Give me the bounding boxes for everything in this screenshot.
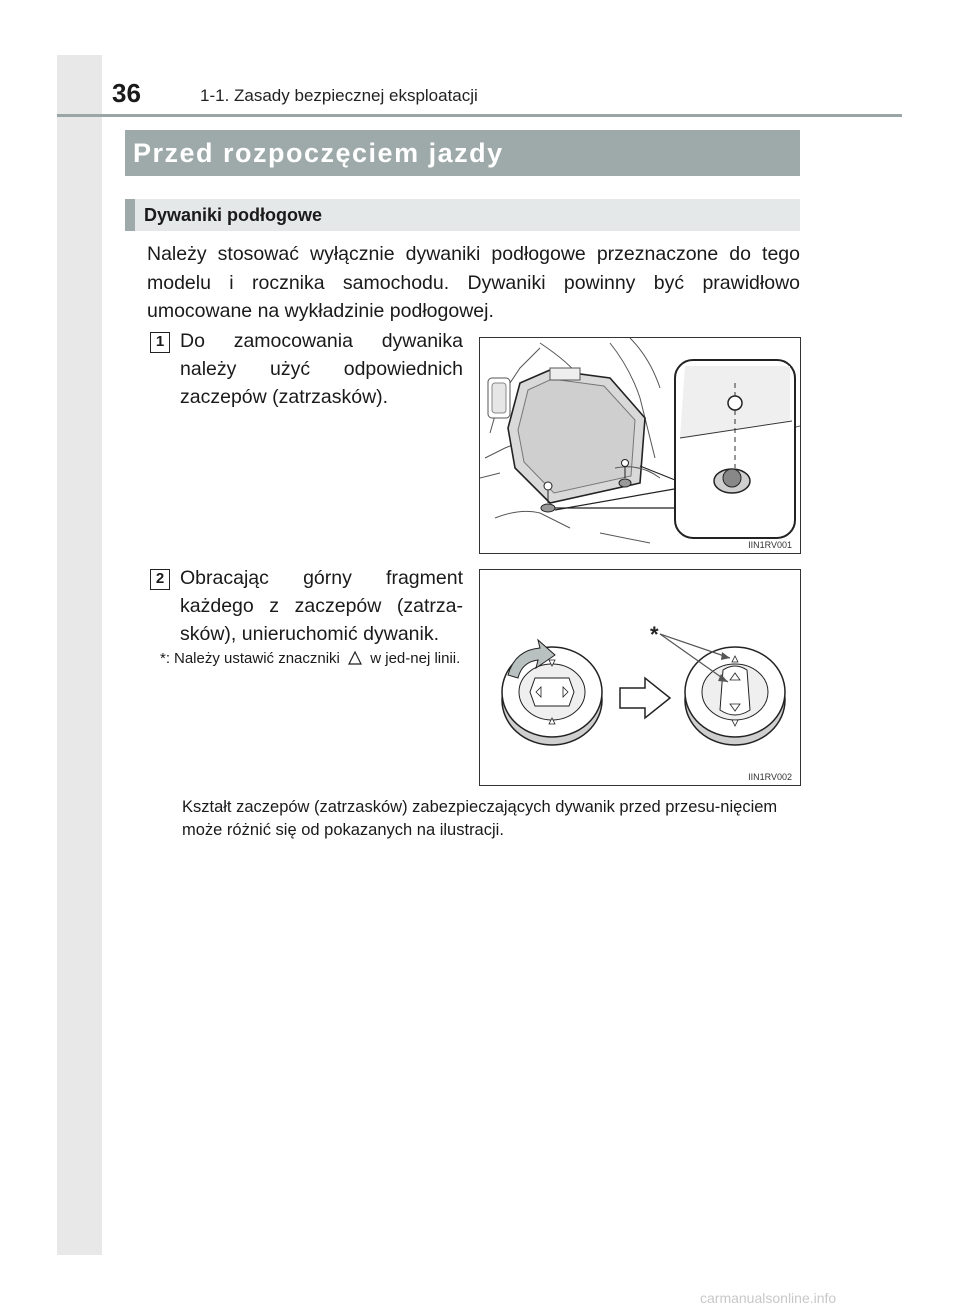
side-strip bbox=[57, 55, 102, 1255]
watermark: carmanualsonline.info bbox=[700, 1290, 837, 1306]
step-text-1: Do zamocowania dywanika należy użyć odpowiednich zaczepów (zatrzasków). bbox=[180, 330, 463, 408]
header-rule bbox=[57, 114, 902, 117]
figure-id-2: IIN1RV002 bbox=[748, 772, 792, 782]
figure-caption: Kształt zaczepów (zatrzasków) zabezpieczających dywanik przed przesu-nięciem może różnić się od pokazanych na ilustracji. bbox=[182, 798, 778, 839]
step-number-1: 1 bbox=[150, 332, 170, 353]
footnote-marker: *: bbox=[160, 650, 171, 667]
intro-paragraph: Należy stosować wyłącznie dywaniki podłogowe przeznaczone do tego modelu i rocznika samochodu. Dywaniki powinny być prawidłowo umocowane na wykładzinie podłogowej. bbox=[147, 243, 800, 322]
footnote-text-before: Należy ustawić znaczniki bbox=[174, 650, 340, 667]
floor-mat-illustration bbox=[480, 338, 800, 553]
chapter-title: 1-1. Zasady bezpiecznej eksploatacji bbox=[200, 86, 478, 105]
figure-floor-mat-hooks bbox=[479, 337, 801, 554]
figure-star-marker: * bbox=[650, 622, 659, 647]
step-number-2: 2 bbox=[150, 569, 170, 590]
page-number: 36 bbox=[112, 78, 141, 108]
figure-hook-rotation bbox=[479, 569, 801, 786]
figure-id-1: IIN1RV001 bbox=[748, 540, 792, 550]
footnote-text bbox=[160, 648, 465, 669]
footnote bbox=[160, 648, 465, 669]
triangle-marker-icon bbox=[348, 651, 362, 665]
hook-rotation-illustration bbox=[480, 570, 800, 785]
subsection-title: Dywaniki podłogowe bbox=[125, 199, 800, 231]
step-text-2: Obracając górny fragment każdego z zaczepów (zatrza-sków), unieruchomić dywanik. bbox=[180, 567, 463, 645]
footnote-text-after: w jed-nej linii. bbox=[370, 650, 461, 667]
section-title: Przed rozpoczęciem jazdy bbox=[125, 130, 800, 176]
